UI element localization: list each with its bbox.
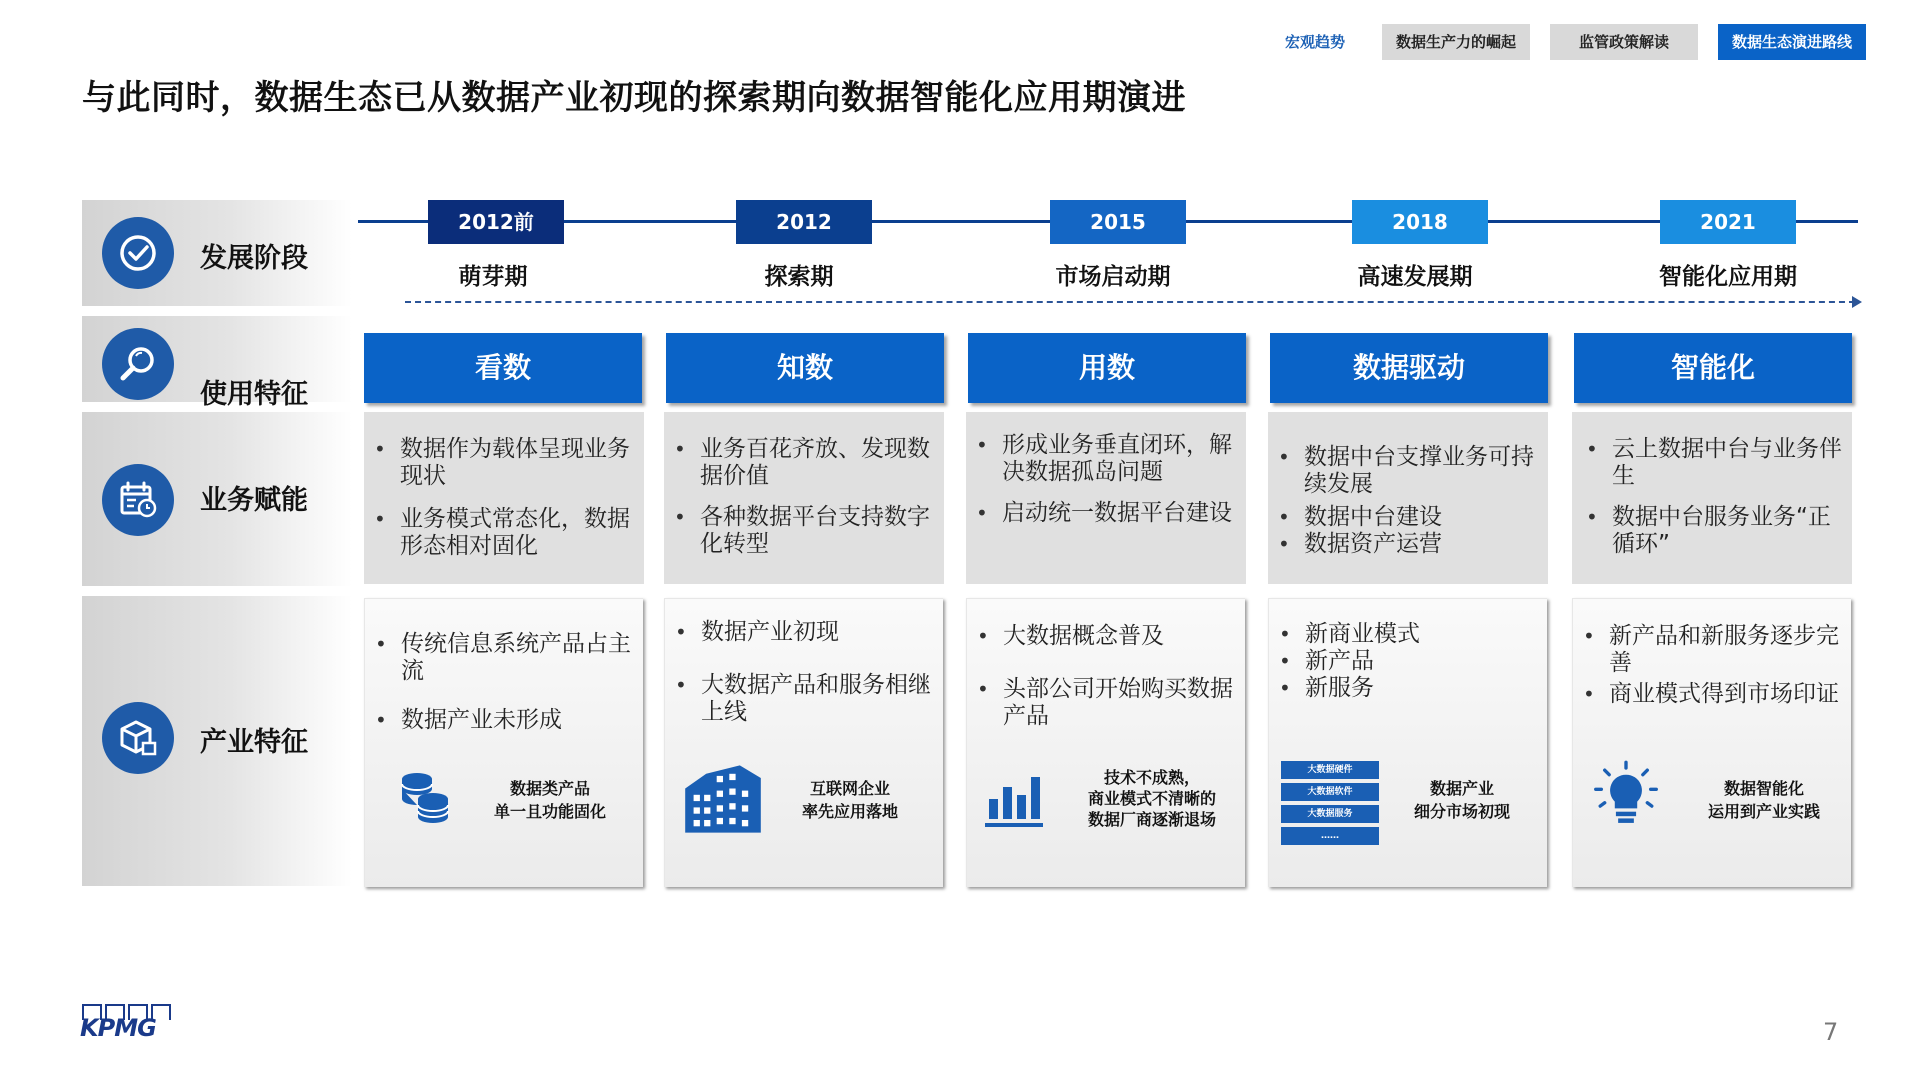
row-label-industry [82,596,352,886]
kpmg-logo-text: KPMG [80,1014,156,1042]
nav-item-regulation[interactable]: 监管政策解读 [1550,24,1698,60]
bar-chart-icon [981,765,1047,831]
usage-header: 用数 [968,333,1246,403]
stage-name: 萌芽期 [458,264,528,290]
row-label-business [82,412,352,586]
caption-line: 运用到产业实践 [1707,802,1820,821]
list-item: • 大数据产品和服务相继上线 [671,672,935,726]
industry-list [671,619,935,726]
list-item: • 各种数据平台支持数字化转型 [670,504,934,558]
caption-line: 数据智能化 [1723,779,1804,798]
arrow-head-icon [1852,296,1862,308]
industry-caption [763,777,937,823]
list-item: • 云上数据中台与业务伴生 [1582,436,1844,490]
list-item: • 商业模式得到市场印证 [1579,681,1843,708]
business-list [1582,436,1844,558]
industry-list [371,631,635,734]
list-item: • 数据作为载体呈现业务现状 [370,436,634,490]
usage-header: 知数 [666,333,944,403]
list-item: • 传统信息系统产品占主流 [371,631,635,685]
row-label-usage [82,316,352,410]
industry-caption [463,777,637,823]
magnifier-icon [102,328,174,400]
list-item: • 数据产业未形成 [371,707,635,734]
list-item: • 数据产业初现 [671,619,935,646]
page-number: 7 [1823,1018,1839,1046]
stack-item: 大数据硬件 [1281,761,1379,779]
nav-item-ecosystem-roadmap[interactable]: 数据生态演进路线 [1718,24,1866,60]
industry-card [664,598,943,887]
industry-card [364,598,643,887]
industry-caption [1387,777,1537,823]
list-item: • 数据中台服务业务“正循环” [1582,504,1844,558]
year-box: 2012 [736,200,872,244]
industry-list [1579,623,1843,708]
business-list [370,436,634,560]
caption-line: 技术不成熟， [1103,768,1200,787]
kpmg-logo [80,1004,164,1044]
row-label-text: 使用特征 [200,379,308,410]
list-item: • 大数据概念普及 [973,623,1237,650]
nav-item-data-productivity[interactable]: 数据生产力的崛起 [1382,24,1530,60]
list-item: • 新产品和新服务逐步完善 [1579,623,1843,677]
year-box: 2018 [1352,200,1488,244]
list-item: • 新商业模式 [1275,621,1539,648]
business-card [664,412,944,584]
row-label-text: 产业特征 [200,727,308,758]
business-card [966,412,1246,584]
stage-name: 市场启动期 [1055,264,1171,290]
industry-caption [1677,777,1851,823]
usage-header: 数据驱动 [1270,333,1548,403]
top-nav [1260,24,1872,60]
caption-line: 单一且功能固化 [493,802,606,821]
list-item: • 头部公司开始购买数据产品 [973,676,1237,730]
industry-caption [1065,767,1239,830]
list-item: • 新服务 [1275,675,1539,702]
business-list [972,432,1236,527]
stage-name: 智能化应用期 [1659,264,1797,290]
caption-line: 率先应用落地 [801,802,898,821]
caption-line: 细分市场初现 [1413,802,1510,821]
calendar-clock-icon [102,464,174,536]
page-title: 与此同时，数据生态已从数据产业初现的探索期向数据智能化应用期演进 [82,78,1186,118]
business-card [1268,412,1548,584]
package-cube-icon [102,702,174,774]
database-stack-icon [393,765,459,831]
lightbulb-icon [1589,759,1663,833]
caption-line: 数据类产品 [509,779,590,798]
year-box: 2021 [1660,200,1796,244]
row-label-stage [82,200,352,306]
caption-line: 商业模式不清晰的 [1087,789,1216,808]
list-item: • 业务模式常态化，数据形态相对固化 [370,506,634,560]
list-item: • 数据中台建设 [1274,504,1538,531]
list-item: • 启动统一数据平台建设 [972,500,1236,527]
stack-item: 大数据服务 [1281,805,1379,823]
list-item: • 业务百花齐放、发现数据价值 [670,436,934,490]
caption-line: 互联网企业 [809,779,890,798]
industry-card [1572,598,1851,887]
business-card [1572,412,1852,584]
caption-line: 数据厂商逐渐退场 [1087,810,1216,829]
stage-name: 探索期 [764,264,834,290]
stack-item: 大数据软件 [1281,783,1379,801]
nav-item-macro-trend[interactable]: 宏观趋势 [1284,33,1345,51]
business-list [670,436,934,558]
check-circle-icon [102,217,174,289]
business-card [364,412,644,584]
list-item: • 数据中台支撑业务可持续发展 [1274,444,1538,498]
stage-name: 高速发展期 [1357,264,1473,290]
stack-item: …… [1281,827,1379,845]
caption-line: 数据产业 [1429,779,1494,798]
list-item: • 形成业务垂直闭环，解决数据孤岛问题 [972,432,1236,486]
industry-card [966,598,1245,887]
industry-card [1268,598,1547,887]
list-item: • 数据资产运营 [1274,531,1538,558]
year-box: 2012前 [428,200,564,244]
industry-list [973,623,1237,730]
year-box: 2015 [1050,200,1186,244]
building-icon [681,757,765,841]
row-label-text: 发展阶段 [200,243,308,274]
list-item: • 新产品 [1275,648,1539,675]
timeline-dashed-arrow [405,301,1855,303]
business-list [1274,444,1538,558]
market-segment-stack [1281,761,1379,849]
industry-list [1275,621,1539,702]
usage-header: 看数 [364,333,642,403]
usage-header: 智能化 [1574,333,1852,403]
row-label-text: 业务赋能 [200,485,308,516]
